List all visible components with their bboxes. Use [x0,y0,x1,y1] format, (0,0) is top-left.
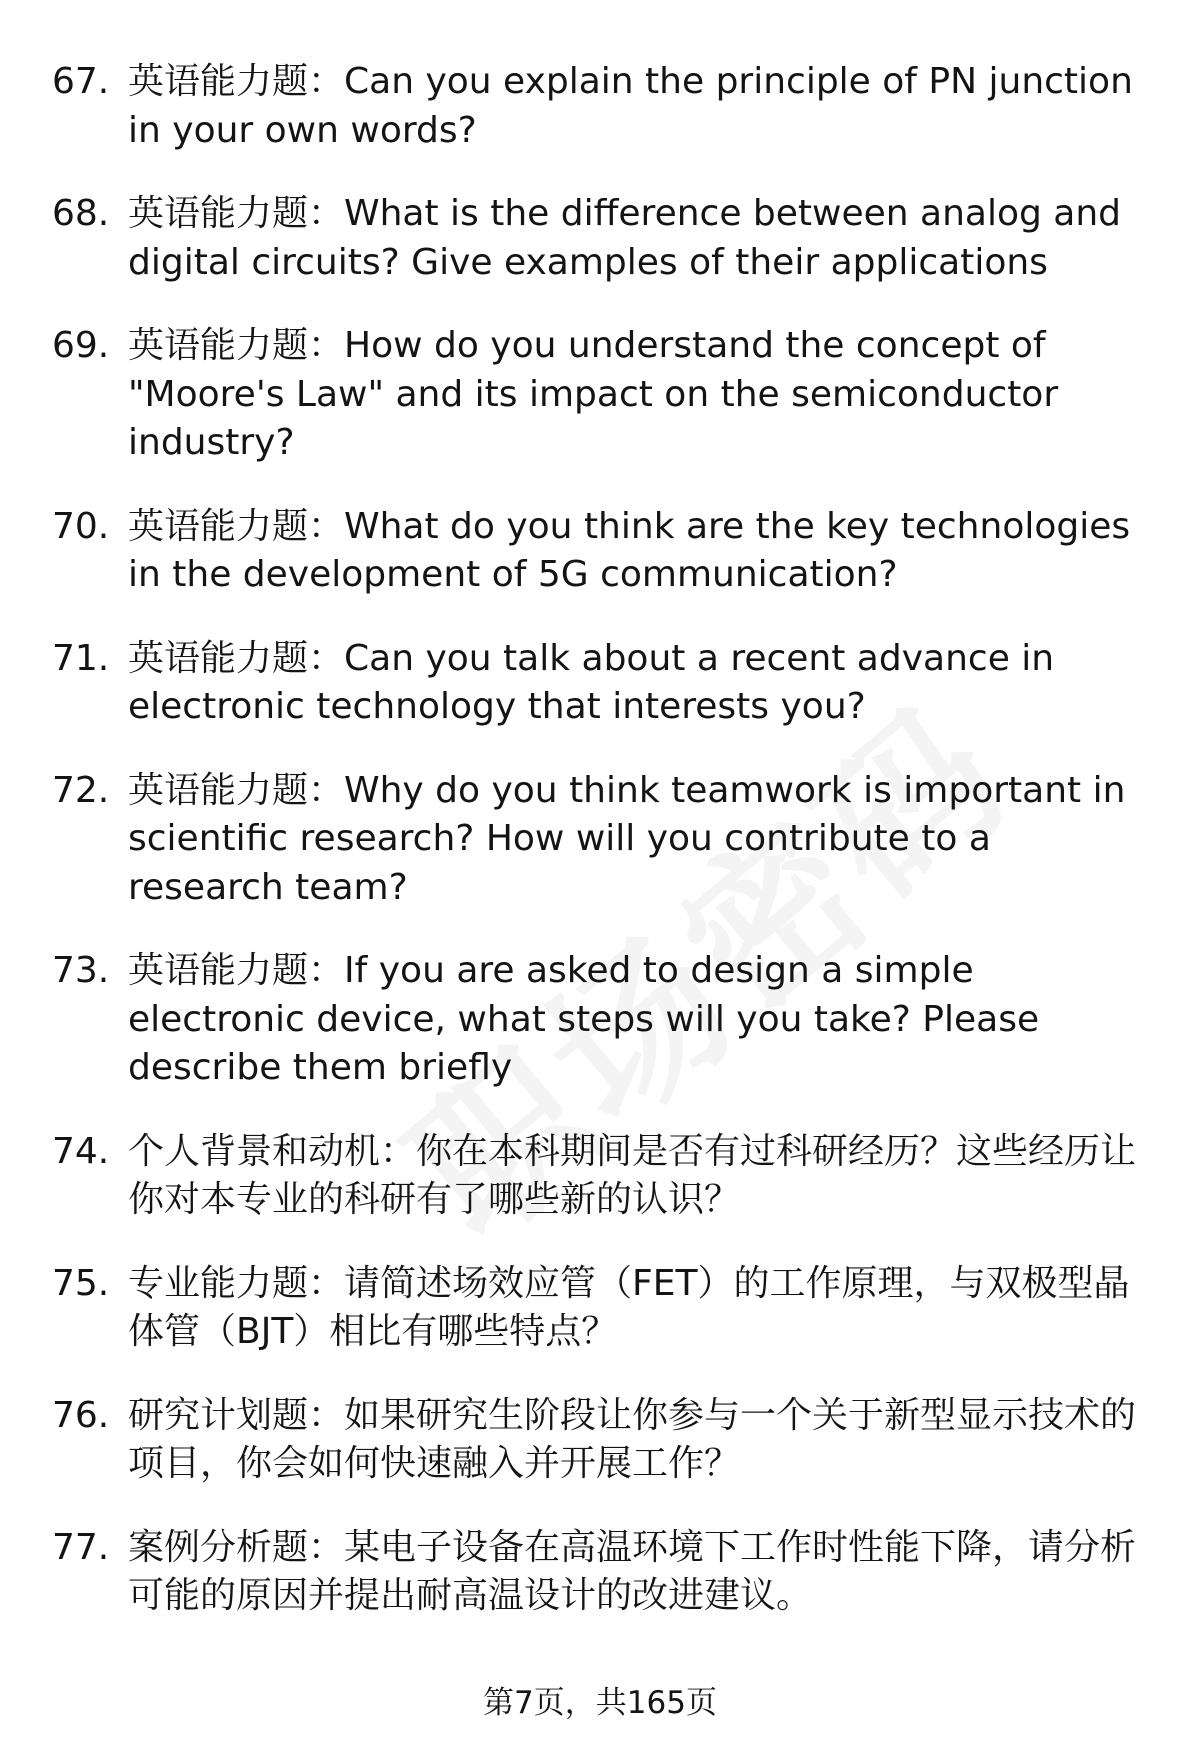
question-text: 个人背景和动机：你在本科期间是否有过科研经历？这些经历让你对本专业的科研有了哪些新的认识？ [128,1130,1137,1220]
question-text: 英语能力题：If you are asked to design a simple electronic device, what steps will you take? Please describe them briefly [128,950,1040,1088]
question-item [52,503,1147,600]
question-number: 69. [52,325,110,366]
question-number: 76. [52,1394,110,1436]
page-number: 第7页，共165页 [483,1685,717,1721]
question-text: 案例分析题：某电子设备在高温环境下工作时性能下降，请分析可能的原因并提出耐高温设计的改进建议。 [128,1526,1137,1616]
question-text: 研究计划题：如果研究生阶段让你参与一个关于新型显示技术的项目，你会如何快速融入并开展工作？ [128,1394,1137,1484]
question-number: 67. [52,61,110,102]
question-item [52,190,1147,287]
question-item [52,947,1147,1093]
question-text: 专业能力题：请简述场效应管（FET）的工作原理，与双极型晶体管（BJT）相比有哪些特点？ [128,1262,1130,1352]
question-number: 75. [52,1262,110,1304]
question-number: 71. [52,637,110,679]
question-text: 英语能力题：Can you explain the principle of PN junction in your own words? [128,61,1133,151]
question-number: 77. [52,1526,110,1568]
question-text: 英语能力题：What is the difference between analog and digital circuits? Give examples of their applications [128,193,1122,283]
question-number: 68. [52,193,110,234]
question-text: 英语能力题：Why do you think teamwork is important in scientific research? How will you contribute to a research team? [128,769,1126,908]
question-item [52,1260,1147,1357]
question-item [52,1392,1147,1489]
question-item [52,1524,1147,1621]
question-list [52,58,1147,1656]
question-item [52,1128,1147,1225]
question-item [52,635,1147,732]
question-number: 74. [52,1130,110,1172]
question-number: 72. [52,769,110,811]
question-number: 70. [52,505,110,547]
question-item [52,322,1147,468]
question-item [52,58,1147,155]
question-text: 英语能力题：Can you talk about a recent advance in electronic technology that interests you? [128,637,1055,727]
question-text: 英语能力题：How do you understand the concept of "Moore's Law" and its impact on the semiconductor industry? [128,325,1059,463]
question-number: 73. [52,950,110,991]
question-item [52,767,1147,913]
question-text: 英语能力题：What do you think are the key technologies in the development of 5G communication? [128,505,1131,595]
